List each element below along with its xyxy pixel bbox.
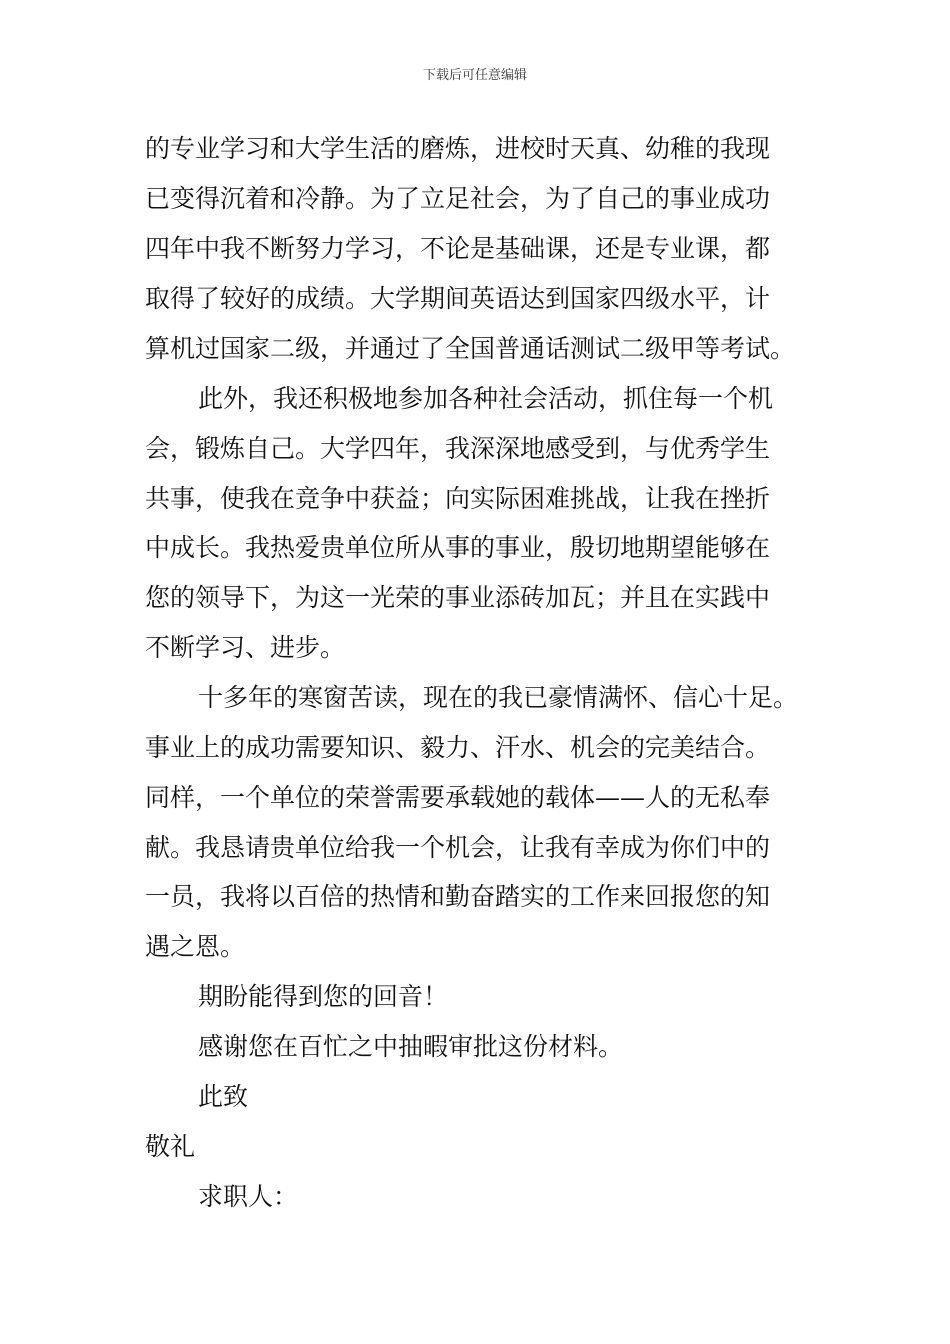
body-line: 遇之恩。 bbox=[145, 932, 246, 961]
body-line: 事业上的成功需要知识、毅力、汗水、机会的完美结合。 bbox=[145, 733, 771, 762]
body-line: 中成长。我热爱贵单位所从事的事业，殷切地期望能够在 bbox=[145, 533, 771, 562]
body-line: 取得了较好的成绩。大学期间英语达到国家四级水平，计 bbox=[145, 284, 771, 313]
signature-line: 求职人： bbox=[198, 1182, 299, 1211]
body-line: 已变得沉着和冷静。为了立足社会，为了自己的事业成功 bbox=[145, 184, 771, 213]
body-line: 一员，我将以百倍的热情和勤奋踏实的工作来回报您的知 bbox=[145, 882, 771, 911]
salutation-line: 此致 bbox=[198, 1082, 249, 1111]
body-line: 会，锻炼自己。大学四年，我深深地感受到，与优秀学生 bbox=[145, 434, 771, 463]
closing-line: 期盼能得到您的回音！ bbox=[198, 982, 449, 1011]
body-line: 同样，一个单位的荣誉需要承载她的载体——人的无私奉 bbox=[145, 783, 771, 812]
closing-line: 感谢您在百忙之中抽暇审批这份材料。 bbox=[198, 1032, 624, 1061]
body-line: 此外，我还积极地参加各种社会活动，抓住每一个机 bbox=[198, 384, 774, 413]
body-line: 四年中我不断努力学习，不论是基础课，还是专业课，都 bbox=[145, 234, 771, 263]
body-line: 献。我恳请贵单位给我一个机会，让我有幸成为你们中的 bbox=[145, 833, 771, 862]
body-line: 的专业学习和大学生活的磨炼，进校时天真、幼稚的我现 bbox=[145, 134, 771, 163]
body-line: 不断学习、进步。 bbox=[145, 633, 346, 662]
body-line: 十多年的寒窗苦读，现在的我已豪情满怀、信心十足。 bbox=[198, 683, 799, 712]
body-line: 共事，使我在竞争中获益；向实际困难挑战，让我在挫折 bbox=[145, 484, 771, 513]
salutation-line: 敬礼 bbox=[145, 1132, 196, 1161]
page-header: 下载后可任意编辑 bbox=[422, 68, 527, 83]
body-line: 算机过国家二级，并通过了全国普通话测试二级甲等考试。 bbox=[145, 334, 796, 363]
body-line: 您的领导下，为这一光荣的事业添砖加瓦；并且在实践中 bbox=[145, 583, 771, 612]
